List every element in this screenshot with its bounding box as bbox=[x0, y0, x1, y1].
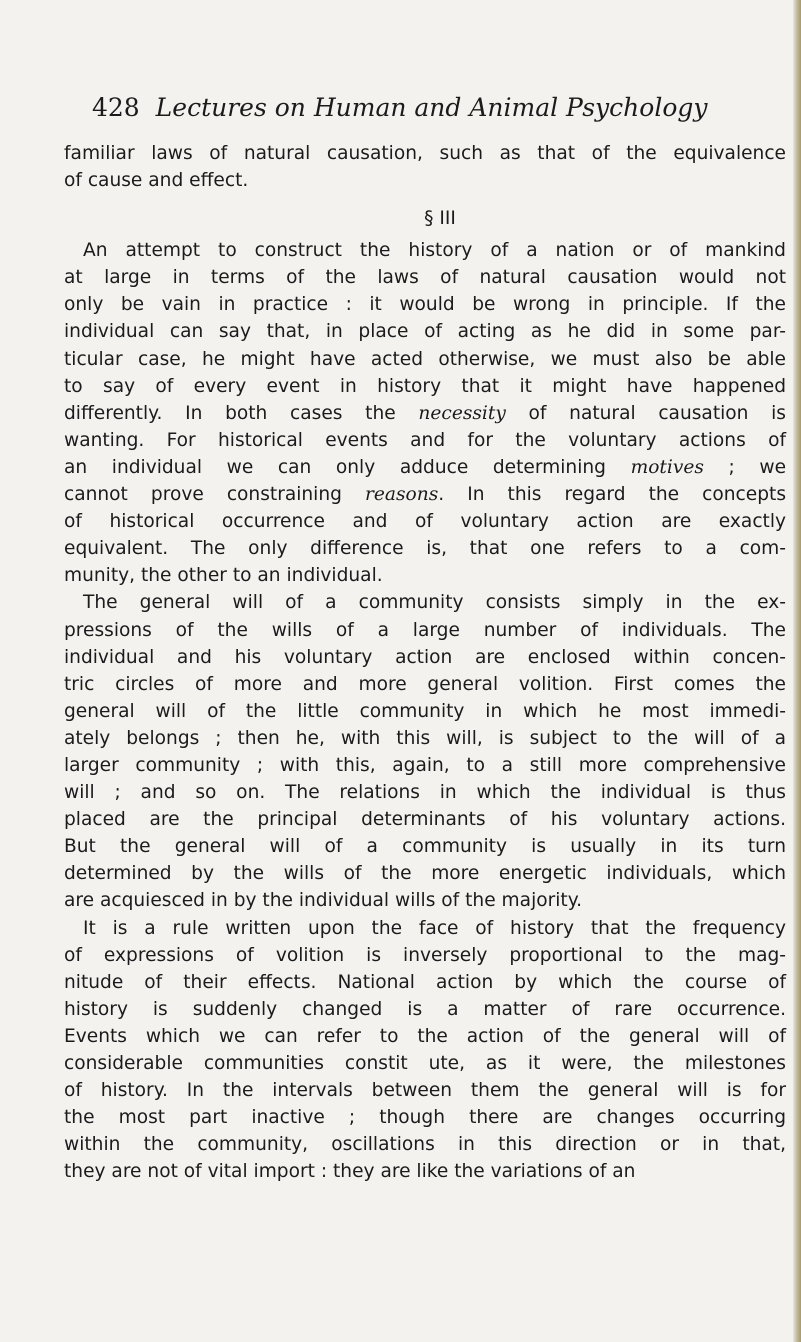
text-line: history is suddenly changed is a matter of rare occurrence. bbox=[64, 998, 786, 1020]
text-line: It is a rule written upon the face of history that the frequency bbox=[83, 917, 786, 939]
text-line: individual can say that, in place of acting as he did in some par- bbox=[64, 321, 786, 343]
text-line: ately belongs ; then he, with this will, is subject to the will of a bbox=[64, 727, 786, 749]
body-text bbox=[64, 140, 786, 1185]
text-line: But the general will of a community is usually in its turn bbox=[64, 836, 786, 858]
text-line: Events which we can refer to the action of the general will of bbox=[64, 1025, 786, 1047]
text-line: larger community ; with this, again, to a still more comprehensive bbox=[64, 754, 786, 776]
text-line: are acquiesced in by the individual wills of the majority. bbox=[64, 890, 582, 912]
text-line: ticular case, he might have acted otherwise, we must also be able bbox=[64, 348, 786, 370]
section-heading: § III bbox=[424, 208, 456, 230]
page-number: 428 bbox=[92, 93, 140, 122]
text-line: tric circles of more and more general volition. First comes the bbox=[64, 673, 786, 695]
text-line: determined by the wills of the more energetic individuals, which bbox=[64, 863, 786, 885]
paragraph-rule-of-history bbox=[64, 915, 786, 1186]
text-line: An attempt to construct the history of a nation or of mankind bbox=[83, 240, 786, 262]
text-line: munity, the other to an individual. bbox=[64, 565, 383, 587]
running-title: Lectures on Human and Animal Psychology bbox=[155, 93, 708, 122]
text-line: placed are the principal determinants of his voluntary actions. bbox=[64, 809, 786, 831]
italic-term: reasons bbox=[365, 484, 439, 506]
text-line: cannot prove constraining reasons. In this regard the concepts bbox=[64, 484, 787, 506]
text-line: of expressions of volition is inversely proportional to the mag- bbox=[64, 944, 786, 966]
paragraph-general-will bbox=[64, 589, 786, 914]
text-line: of history. In the intervals between them the general will is for bbox=[64, 1080, 786, 1102]
text-line: considerable communities constit ute, as it were, the milestones bbox=[64, 1053, 786, 1074]
text-line: at large in terms of the laws of natural causation would not bbox=[64, 267, 786, 289]
paragraph-history-attempt bbox=[64, 237, 786, 589]
page-edge-shadow bbox=[793, 0, 801, 1342]
text-line: the most part inactive ; though there are changes occurring bbox=[64, 1107, 786, 1129]
text-line: The general will of a community consists simply in the ex- bbox=[83, 592, 786, 614]
running-header bbox=[92, 92, 792, 124]
text-line: wanting. For historical events and for the voluntary actions of bbox=[64, 429, 786, 451]
text-line: will ; and so on. The relations in which the individual is thus bbox=[64, 782, 786, 804]
text-line: general will of the little community in which he most immedi- bbox=[64, 700, 786, 722]
text-line: they are not of vital import : they are like the variations of an bbox=[64, 1161, 636, 1183]
italic-term: motives bbox=[630, 456, 704, 478]
italic-term: necessity bbox=[418, 402, 506, 424]
text-line: within the community, oscillations in this direction or in that, bbox=[64, 1134, 786, 1156]
text-line: to say of every event in history that it might have happened bbox=[64, 375, 786, 397]
text-line: familiar laws of natural causation, such as that of the equivalence bbox=[64, 143, 786, 164]
paragraph-continued bbox=[64, 140, 786, 194]
text-line: equivalent. The only difference is, that one refers to a com- bbox=[64, 538, 786, 560]
text-line: of cause and effect. bbox=[64, 170, 249, 192]
text-line: individual and his voluntary action are enclosed within concen- bbox=[64, 646, 786, 668]
text-line: an individual we can only adduce determining motives ; we bbox=[64, 456, 787, 478]
text-line: pressions of the wills of a large number of individuals. The bbox=[64, 619, 786, 641]
text-line: only be vain in practice : it would be wrong in principle. If the bbox=[64, 294, 786, 316]
text-line: differently. In both cases the necessity of natural causation is bbox=[64, 402, 786, 424]
text-line: nitude of their effects. National action by which the course of bbox=[64, 971, 786, 993]
text-line: of historical occurrence and of voluntary action are exactly bbox=[64, 511, 786, 533]
